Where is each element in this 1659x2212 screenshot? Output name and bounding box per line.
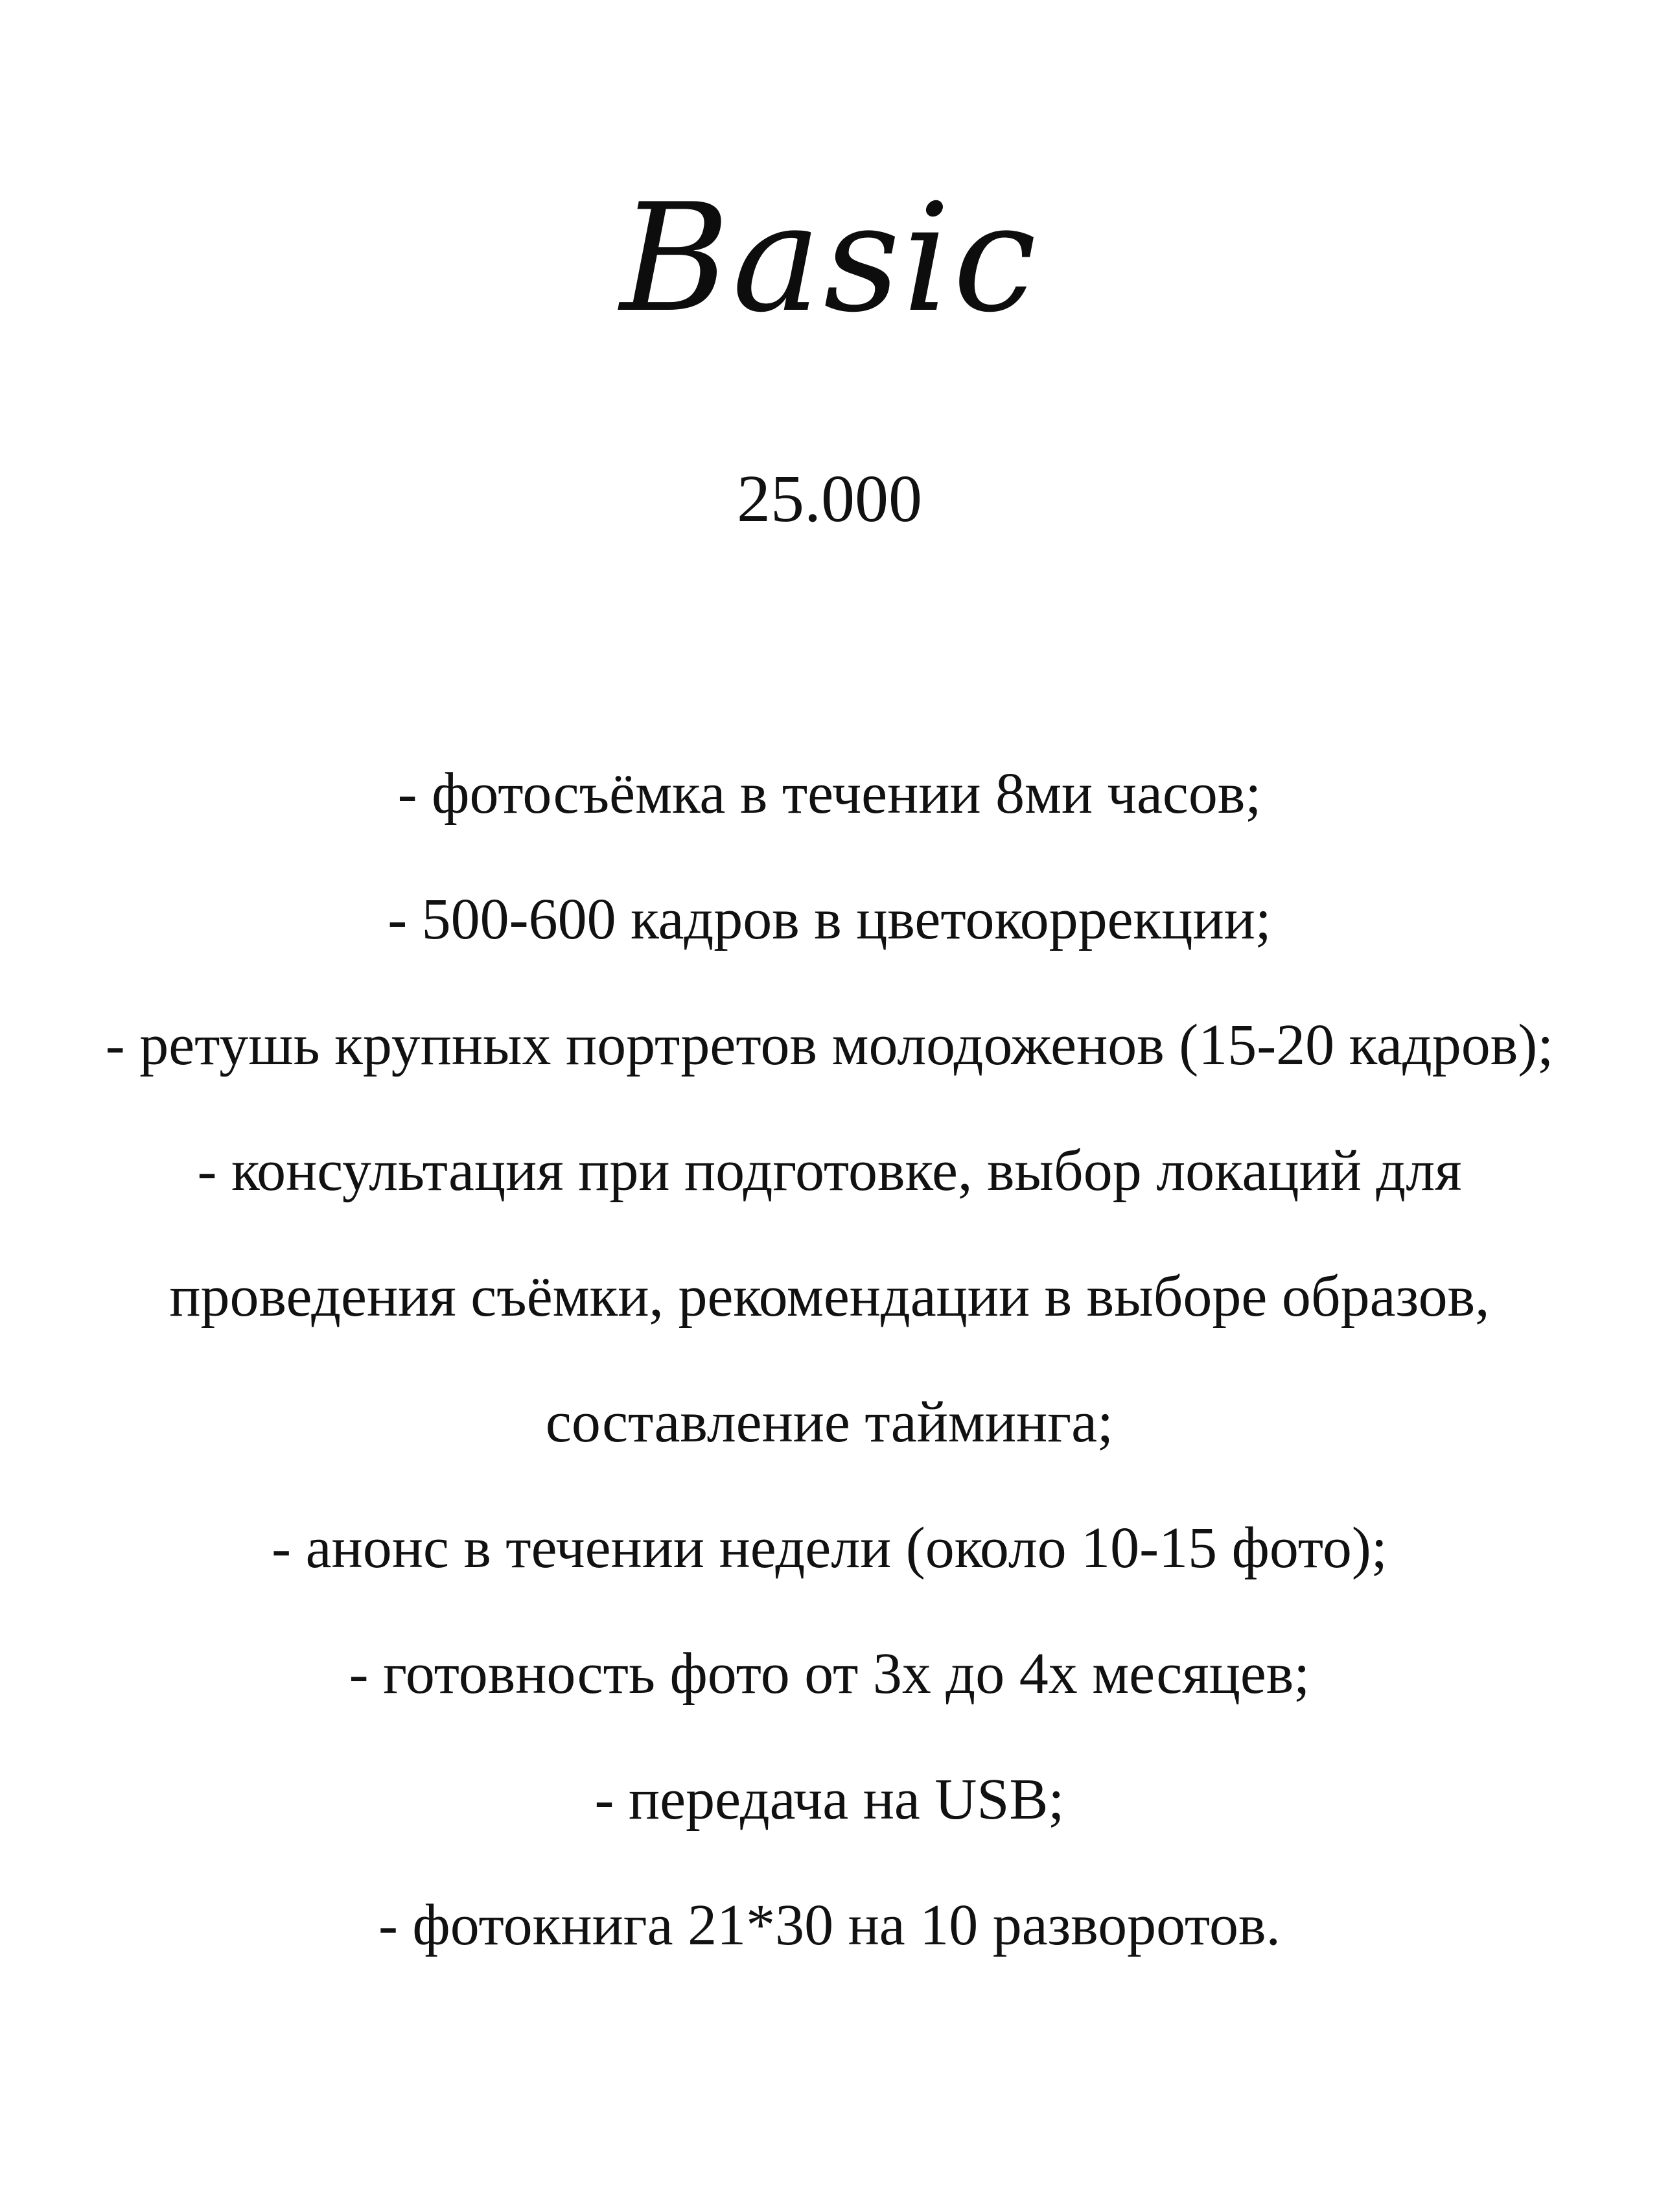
feature-item: - фотокнига 21*30 на 10 разворотов. xyxy=(378,1893,1281,1957)
feature-item: составление тайминга; xyxy=(545,1390,1114,1454)
package-title: Basic xyxy=(620,172,1039,345)
feature-item: - 500-600 кадров в цветокоррекции; xyxy=(388,887,1271,951)
feature-item: - консультация при подготовке, выбор локаций для xyxy=(197,1139,1462,1203)
feature-item: - ретушь крупных портретов молодоженов (15-20 кадров); xyxy=(105,1013,1554,1077)
feature-item: - фотосъёмка в течении 8ми часов; xyxy=(397,762,1262,826)
feature-item: - анонс в течении недели (около 10-15 фото); xyxy=(272,1516,1387,1580)
feature-list xyxy=(0,731,1659,1988)
feature-item: - передача на USB; xyxy=(594,1767,1065,1832)
feature-item: проведения съёмки, рекомендации в выборе образов, xyxy=(169,1264,1490,1329)
feature-item: - готовность фото от 3х до 4х месяцев; xyxy=(349,1642,1310,1706)
package-price: 25.000 xyxy=(737,461,922,536)
